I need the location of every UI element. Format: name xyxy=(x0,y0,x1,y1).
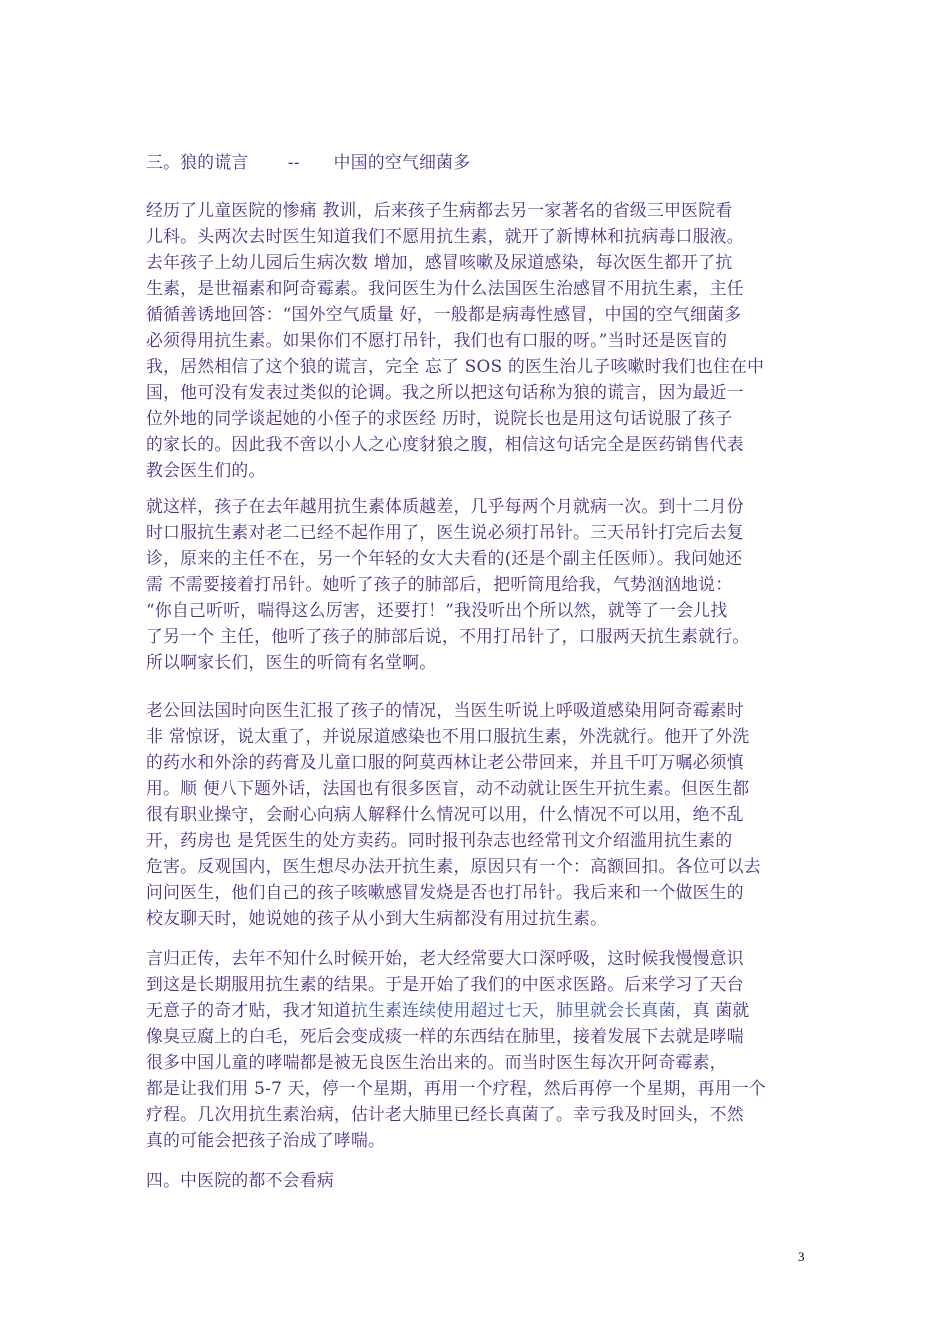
text-line: 就这样，孩子在去年越用抗生素体质越差，几乎每两个月就病一次。到十二月份 xyxy=(146,496,744,516)
text-line: 了另一个 主任，他听了孩子的肺部后说，不用打吊针了，口服两天抗生素就行。 xyxy=(146,626,750,646)
text-line: 所以啊家长们，医生的听筒有名堂啊。 xyxy=(146,652,437,672)
text-line: 很多中国儿童的哮喘都是被无良医生治出来的。而当时医生每次开阿奇霉素， xyxy=(146,1052,727,1072)
text-segment: 真 菌就 xyxy=(692,1000,750,1020)
highlighted-phrase: 抗生素连续使用超过七天，肺里就会长真菌， xyxy=(350,1000,693,1020)
text-line: 老公回法国时向医生汇报了孩子的情况，当医生听说上呼吸道感染用阿奇霉素时 xyxy=(146,700,744,720)
text-line: 儿科。头两次去时医生知道我们不愿用抗生素，就开了新博林和抗病毒口服液。 xyxy=(146,226,744,246)
text-line: 教会医生们的。 xyxy=(146,460,266,480)
text-line: 开，药房也 是凭医生的处方卖药。同时报刊杂志也经常刊文介绍滥用抗生素的 xyxy=(146,830,733,850)
paragraph-3 xyxy=(146,697,806,931)
text-line: 像臭豆腐上的白毛，死后会变成痰一样的东西结在肺里，接着发展下去就是哮喘 xyxy=(146,1026,744,1046)
text-line: 言归正传，去年不知什么时候开始，老大经常要大口深呼吸，这时候我慢慢意识 xyxy=(146,948,744,968)
text-line: 的家长的。因此我不啻以小人之心度豺狼之腹，相信这句话完全是医药销售代表 xyxy=(146,434,744,454)
text-line: 很有职业操守，会耐心向病人解释什么情况可以用，什么情况不可以用，绝不乱 xyxy=(146,804,744,824)
text-line: 经历了儿童医院的惨痛 教训，后来孩子生病都去另一家著名的省级三甲医院看 xyxy=(146,200,733,220)
section-4-heading: 四。中医院的都不会看病 xyxy=(146,1170,334,1190)
text-line: 真的可能会把孩子治成了哮喘。 xyxy=(146,1130,386,1150)
text-line xyxy=(146,997,806,1023)
text-line: 去年孩子上幼儿园后生病次数 增加，感冒咳嗽及尿道感染，每次医生都开了抗 xyxy=(146,252,733,272)
paragraph-4 xyxy=(146,945,806,1153)
text-line: 问问医生，他们自己的孩子咳嗽感冒发烧是否也打吊针。我后来和一个做医生的 xyxy=(146,882,744,902)
text-line: 危害。反观国内，医生想尽办法开抗生素，原因只有一个：高额回扣。各位可以去 xyxy=(146,856,761,876)
page-number: 3 xyxy=(798,1249,805,1264)
section-3-heading: 三。狼的谎言 -- 中国的空气细菌多 xyxy=(146,152,471,172)
text-line: 必须得用抗生素。如果你们不愿打吊针，我们也有口服的呀。”当时还是医盲的 xyxy=(146,330,728,350)
paragraph-1 xyxy=(146,197,806,483)
text-line: “你自己听听，喘得这么厉害，还要打！”我没听出个所以然，就等了一会儿找 xyxy=(146,600,728,620)
text-segment: 无意子的奇才贴，我才知道 xyxy=(146,1000,351,1020)
text-line: 疗程。几次用抗生素治病，估计老大肺里已经长真菌了。幸亏我及时回头，不然 xyxy=(146,1104,744,1124)
text-line: 的药水和外涂的药膏及儿童口服的阿莫西林让老公带回来，并且千叮万嘱必须慎 xyxy=(146,752,744,772)
text-line: 诊，原来的主任不在，另一个年轻的女大夫看的(还是个副主任医师）。我问她还 xyxy=(146,548,743,568)
text-line: 我，居然相信了这个狼的谎言，完全 忘了 SOS 的医生治儿子咳嗽时我们也住在中 xyxy=(146,356,765,376)
text-line: 需 不需要接着打吊针。她听了孩子的肺部后，把听筒甩给我，气势汹汹地说： xyxy=(146,574,733,594)
text-line: 校友聊天时，她说她的孩子从小到大生病都没有用过抗生素。 xyxy=(146,908,608,928)
text-line: 非 常惊讶，说太重了，并说尿道感染也不用口服抗生素，外洗就行。他开了外洗 xyxy=(146,726,750,746)
text-line: 循循善诱地回答：“国外空气质量 好，一般都是病毒性感冒，中国的空气细菌多 xyxy=(146,304,742,324)
paragraph-2 xyxy=(146,493,806,675)
text-line: 位外地的同学谈起她的小侄子的求医经 历时，说院长也是用这句话说服了孩子 xyxy=(146,408,733,428)
text-line: 到这是长期服用抗生素的结果。于是开始了我们的中医求医路。后来学习了天台 xyxy=(146,974,744,994)
text-line: 用。顺 便八下题外话，法国也有很多医盲，动不动就让医生开抗生素。但医生都 xyxy=(146,778,750,798)
text-line: 时口服抗生素对老二已经不起作用了，医生说必须打吊针。三天吊针打完后去复 xyxy=(146,522,744,542)
text-line: 都是让我们用 5-7 天，停一个星期，再用一个疗程，然后再停一个星期，再用一个 xyxy=(146,1078,766,1098)
text-line: 国，他可没有发表过类似的论调。我之所以把这句话称为狼的谎言，因为最近一 xyxy=(146,382,744,402)
text-line: 生素，是世福素和阿奇霉素。我问医生为什么法国医生治感冒不用抗生素，主任 xyxy=(146,278,744,298)
